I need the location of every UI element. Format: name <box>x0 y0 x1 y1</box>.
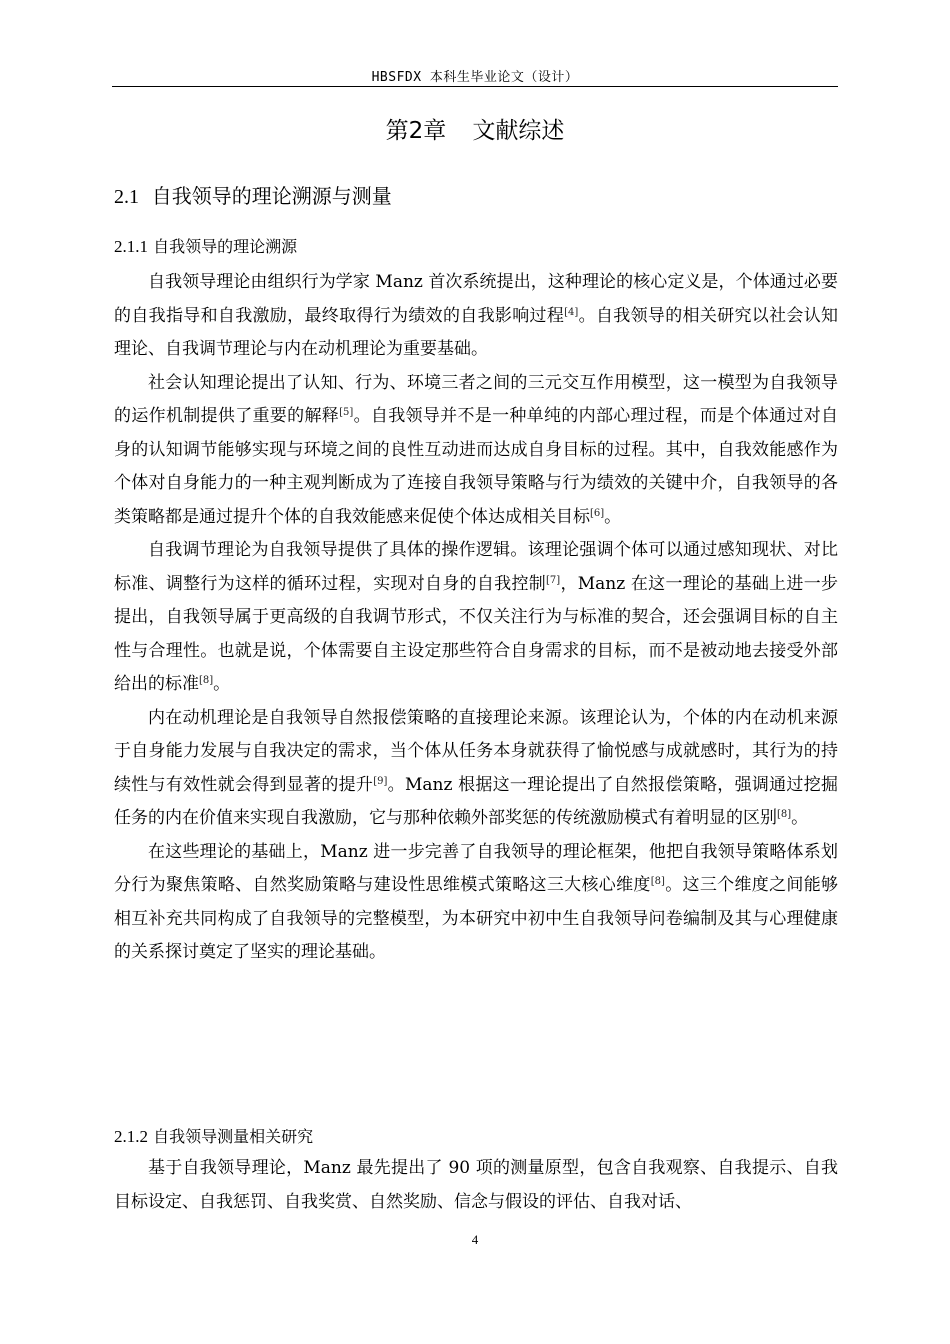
citation: [9] <box>373 775 388 787</box>
citation: [4] <box>564 306 579 318</box>
subsection-number: 2.1.2 <box>114 1127 148 1146</box>
subsection-heading-2-1-2 <box>114 1124 313 1147</box>
citation: [8] <box>199 675 214 686</box>
paragraph: 基于自我领导理论，Manz 最先提出了 90 项的测量原型，包含自我观察、自我提示、自我目标设定、自我惩罚、自我奖赏、自然奖励、信念与假设的评估、自我对话、 <box>114 1158 838 1212</box>
citation: [7] <box>546 574 561 586</box>
section-title: 自我领导的理论溯源与测量 <box>151 184 392 208</box>
subsection-number: 2.1.1 <box>114 237 148 256</box>
citation: [8] <box>650 876 665 887</box>
chapter-number: 第2章 <box>385 118 447 144</box>
subsection-title: 自我领导的理论溯源 <box>153 237 298 256</box>
citation: [8] <box>777 809 792 820</box>
paragraph: 自我领导理论由组织行为学家 Manz 首次系统提出，这种理论的核心定义是，个体通过必要的自我指导和自我激励，最终取得行为绩效的自我影响过程[4]。自我领导的相关研究以社会认知理论、自我调节理论与内在动机理论为重要基础。 <box>114 272 839 359</box>
paragraph: 内在动机理论是自我领导自然报偿策略的直接理论来源。该理论认为，个体的内在动机来源于自身能力发展与自我决定的需求，当个体从任务本身就获得了愉悦感与成就感时，其行为的持续性与有效性就会得到显著的提升[9]。Manz 根据这一理论提出了自然报偿策略，强调通过挖掘任务的内在价值来实现自我激励，它与那种依赖外部奖惩的传统激励模式有着明显的区别[8]。 <box>114 707 838 828</box>
paragraph: 社会认知理论提出了认知、行为、环境三者之间的三元交互作用模型，这一模型为自我领导的运作机制提供了重要的解释[5]。自我领导并不是一种单纯的内部心理过程，而是个体通过对自身的认知调节能够实现与环境之间的良性互动进而达成自身目标的过程。其中，自我效能感作为个体对自身能力的一种主观判断成为了连接自我领导策略与行为绩效的关键中介，自我领导的各类策略都是通过提升个体的自我效能感来促使个体达成相关目标[6]。 <box>114 372 839 527</box>
page-number: 4 <box>471 1232 479 1247</box>
chapter-title: 文献综述 <box>472 118 565 144</box>
citation: [6] <box>590 507 605 519</box>
citation: [5] <box>339 407 354 418</box>
subsection-body-2-1-1 <box>114 266 838 970</box>
subsection-body-2-1-2 <box>114 1152 838 1219</box>
paragraph: 自我调节理论为自我领导提供了具体的操作逻辑。该理论强调个体可以通过感知现状、对比标准、调整行为这样的循环过程，实现对自身的自我控制[7]，Manz 在这一理论的基础上进一步提出，自我领导属于更高级的自我调节形式，不仅关注行为与标准的契合，还会强调目标的自主性与合理性。也就是说，个体需要自主设定那些符合自身需求的目标，而不是被动地去接受外部给出的标准[8]。 <box>114 540 838 694</box>
chapter-heading <box>112 112 838 145</box>
running-header: HBSFDX 本科生毕业论文（设计） <box>371 70 579 85</box>
subsection-title: 自我领导测量相关研究 <box>153 1127 314 1146</box>
paragraph: 在这些理论的基础上，Manz 进一步完善了自我领导的理论框架，他把自我领导策略体系划分行为聚焦策略、自然奖励策略与建设性思维模式策略这三大核心维度[8]。这三个维度之间能够相互补充共同构成了自我领导的完整模型，为本研究中初中生自我领导问卷编制及其与心理健康的关系探讨奠定了坚实的理论基础。 <box>114 841 839 962</box>
section-number: 2.1 <box>114 186 139 208</box>
section-heading <box>114 180 392 209</box>
subsection-heading-2-1-1 <box>114 234 297 257</box>
header-rule <box>112 86 838 87</box>
